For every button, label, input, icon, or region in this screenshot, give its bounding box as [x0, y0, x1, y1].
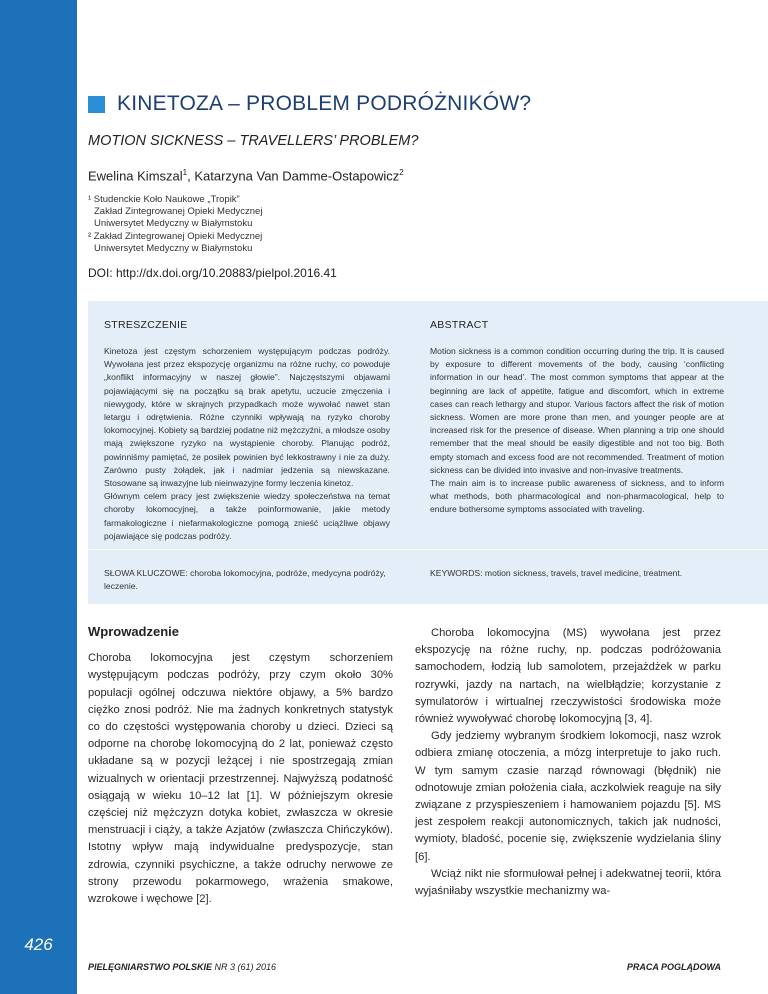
body-paragraph: Choroba lokomocyjna (MS) wywołana jest przez ekspozycję na różne ruchy, np. podczas podróżowania samochodem, łodzią lub samolotem, przejażdżek w parku rozrywki, jazdy na nartach, na wielbłądzie; korzystanie z symulatorów i wirtualnej rzeczywistości środowiska może również wywoływać chorobę lokomocyjną [3, 4]. — [415, 627, 721, 726]
journal-name: PIELĘGNIARSTWO POLSKIE — [88, 962, 213, 972]
author-2-sup: 2 — [399, 168, 404, 177]
author-1-sup: 1 — [182, 168, 188, 177]
footer-journal — [88, 962, 276, 972]
abstract-en-text-2: The main aim is to increase public awareness of sickness, and to inform what methods, both pharmacological and non-pharmacological, help to endure bothersome symptoms associated with traveling. — [430, 478, 724, 515]
affiliation-line: ¹ Studenckie Koło Naukowe „Tropik” — [88, 194, 240, 205]
doi-link[interactable]: DOI: http://dx.doi.org/10.20883/pielpol.2016.41 — [88, 266, 337, 280]
page-sidebar-bar — [0, 0, 77, 994]
author-1: Ewelina Kimszal — [88, 168, 183, 184]
abstract-box — [88, 301, 768, 604]
body-column-right — [415, 625, 721, 900]
keywords-en: KEYWORDS: motion sickness, travels, travel medicine, treatment. — [430, 568, 683, 578]
section-heading: Wprowadzenie — [88, 624, 180, 639]
keywords-pl: SŁOWA KLUCZOWE: choroba lokomocyjna, podróże, medycyna podróży, leczenie. — [104, 568, 386, 591]
affiliation-line: Uniwersytet Medyczny w Białymstoku — [94, 218, 253, 230]
abstract-en-heading: ABSTRACT — [430, 319, 489, 331]
page-number: 426 — [24, 935, 53, 954]
author-separator: , — [187, 168, 195, 184]
article-subtitle: MOTION SICKNESS – TRAVELLERS’ PROBLEM? — [88, 133, 419, 149]
affiliations — [88, 194, 262, 255]
abstract-divider — [88, 549, 768, 550]
author-line — [88, 168, 404, 183]
title-marker-square — [88, 96, 105, 113]
article-title: KINETOZA – PROBLEM PODRÓŻNIKÓW? — [117, 92, 532, 115]
abstract-pl-heading: STRESZCZENIE — [104, 319, 188, 331]
abstract-pl-text: Kinetoza jest częstym schorzeniem występującym podczas podróży. Wywołana jest przez ekspozycję organizmu na różne ruchy, co powoduje „konflikt informacyjny w naszej głowie”. Najczęstszymi objawami pojawiającymi się na początku są brak apetytu, uczucie zmęczenia i niewygody, które w skrajnych przypadkach może wywołać nawet stan letargu i odrętwienia. Różne czynniki wpływają na ryzyko choroby lokomocyjnej. Kobiety są bardziej podatne niż mężczyźni, a młodsze osoby mają zwiększone ryzyko na wystąpienie choroby. Planując podróż, powinniśmy pamiętać, że posiłek powinien być lekkostrawny i nie za duży. Zarówno pusty żołądek, jak i nadmiar jedzenia są niewskazane. Stosowane są inwazyjne lub nieinwazyjne formy leczenia kinetoz. — [104, 346, 390, 489]
affiliation-line: Zakład Zintegrowanej Opieki Medycznej — [94, 206, 263, 218]
affiliation-line: ² Zakład Zintegrowanej Opieki Medycznej — [88, 230, 263, 242]
body-paragraph: Gdy jedziemy wybranym środkiem lokomocji, nasz wzrok odbiera zmianę otoczenia, a mózg interpretuje to jako ruch. W tym samym czasie narząd równowagi (błędnik) nie odnotowuje zmian położenia ciała, aczkolwiek reaguje na siły związane z przyspieszeniem i hamowaniem pojazdu [5]. MS jest zespołem reakcji autonomicznych, takich jak nudności, wymioty, bladość, pocenie się, zwiększenie wydzielania śliny [6]. — [415, 730, 721, 863]
author-2: Katarzyna Van Damme-Ostapowicz — [194, 168, 400, 184]
abstract-pl-text-2: Głównym celem pracy jest zwiększenie wiedzy społeczeństwa na temat choroby lokomocyjnej, a także poinformowanie, jakie metody farmakologiczne i niefarmakologiczne pomogą znieść uciążliwe objawy pojawiające się podczas podróży. — [104, 491, 390, 541]
abstract-polish — [104, 319, 390, 543]
body-paragraph: Choroba lokomocyjna jest częstym schorzeniem występującym podczas podróży, przy czym około 30% populacji ogólnej odczuwa niektóre objawy, a 5% bardzo ciężko znosi podróż. Nie ma żadnych konkretnych statystyk co do częstości występowania choroby u dzieci. Dzieci są odporne na chorobę lokomocyjną do 2 lat, ponieważ często układane są w pozycji leżącej i nie spostrzegają zmian wizualnych w orientacji przestrzennej. Najwyższą podatność osiągają w wieku 10–12 lat [1]. W późniejszym okresie częściej niż mężczyzn dotyka kobiet, zwłaszcza w okresie menstruacji i ciąży, a także Azjatów (zwłaszcza Chińczyków). Istotny wpływ mają indywidualne predyspozycje, stan zdrowia, czynniki psychiczne, a także odruchy nerwowe ze strony przewodu pokarmowego, wrażenia smakowe, wzrokowe i węchowe [2]. — [88, 652, 393, 906]
body-paragraph: Wciąż nikt nie sformułował pełnej i adekwatnej teorii, która wyjaśniłaby wszystkie mechanizmy wa- — [415, 867, 721, 898]
affiliation-line: Uniwersytet Medyczny w Białymstoku — [94, 242, 253, 254]
abstract-english — [430, 319, 724, 517]
journal-issue: NR 3 (61) 2016 — [212, 962, 277, 972]
abstract-en-text: Motion sickness is a common condition occurring during the trip. It is caused by exposure to different movements of the body, causing ‘conflicting information in our head’. The most common symptoms that appear at the beginning are lack of appetite, fatigue and discomfort, which in extreme cases can reach lethargy and stupor. Various factors affect the risk of motion sickness. Women are more prone than men, and younger people are at increased risk for the presence of disease. When planning a trip one should remember that the meal should be easily digestible and not too big. Both empty stomach and excess food are not recommended. Treatment of motion sickness can be divided into invasive and non-invasive treatments. — [430, 346, 724, 475]
body-column-left — [88, 623, 393, 908]
footer-section: PRACA POGLĄDOWA — [626, 962, 721, 972]
